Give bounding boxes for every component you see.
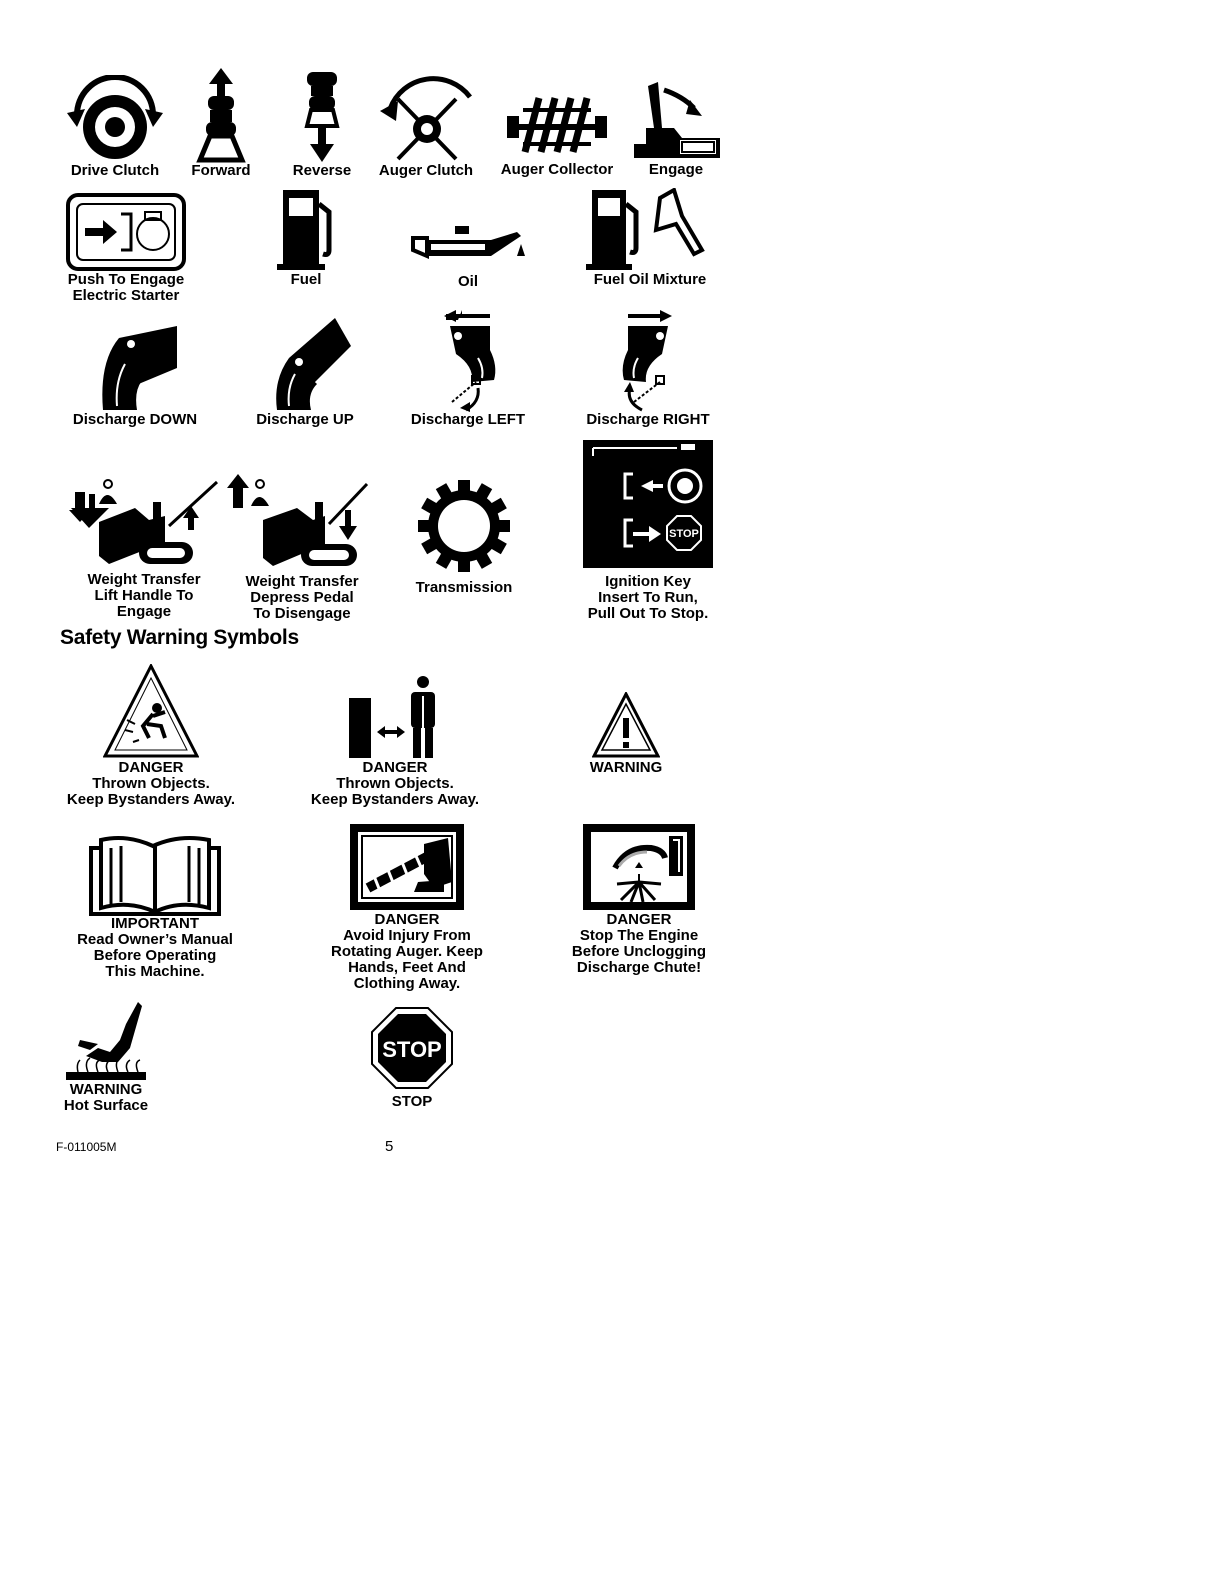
fuel-oil-mixture-icon — [584, 188, 716, 272]
symbol-ignition-key — [578, 438, 718, 622]
symbol-weight-transfer-depress — [212, 470, 392, 622]
engage-lever-icon — [628, 78, 724, 162]
discharge-left-label: Discharge LEFT — [410, 411, 526, 428]
danger-auger-label: DANGER Avoid Injury From Rotating Auger. Keep Hands, Feet And Clothing Away. — [331, 911, 483, 992]
transmission-label: Transmission — [415, 579, 513, 596]
discharge-down-icon — [85, 318, 185, 412]
transmission-gear-icon — [418, 480, 510, 572]
danger-thrown-2-label: DANGER Thrown Objects. Keep Bystanders Away. — [310, 759, 480, 808]
symbol-discharge-down — [60, 318, 210, 428]
symbol-discharge-right — [578, 310, 718, 428]
stop-sign-icon — [370, 1006, 454, 1090]
ignition-key-icon — [581, 438, 715, 570]
danger-chute-label: DANGER Stop The Engine Before Unclogging Discharge Chute! — [571, 911, 707, 976]
thrown-objects-triangle-icon — [103, 664, 199, 760]
symbol-auger-clutch — [372, 75, 480, 179]
symbol-danger-thrown-2 — [300, 676, 490, 808]
fuel-label: Fuel — [290, 271, 322, 288]
discharge-chute-icon — [581, 822, 697, 912]
reverse-label: Reverse — [292, 162, 352, 179]
weight-transfer-lift-label: Weight Transfer Lift Handle To Engage — [87, 571, 201, 620]
symbol-important-manual — [64, 834, 246, 980]
auger-collector-icon — [505, 90, 609, 162]
symbol-stop — [366, 1006, 458, 1110]
symbol-auger-collector — [494, 90, 620, 178]
engage-label: Engage — [648, 161, 704, 178]
weight-transfer-depress-label: Weight Transfer Depress Pedal To Disengage — [245, 573, 359, 622]
oil-label: Oil — [457, 273, 478, 290]
auger-clutch-icon — [376, 75, 476, 163]
symbol-forward — [186, 68, 256, 179]
important-manual-label: IMPORTANT Read Owner’s Manual Before Operating This Machine. — [77, 915, 233, 980]
drive-clutch-label: Drive Clutch — [70, 162, 160, 179]
hot-surface-label: WARNING Hot Surface — [63, 1081, 149, 1114]
symbol-fuel-oil-mixture — [582, 188, 718, 288]
symbol-danger-chute — [556, 822, 722, 976]
rotating-auger-icon — [348, 822, 466, 912]
owners-manual-icon — [89, 834, 221, 916]
auger-collector-label: Auger Collector — [500, 161, 614, 178]
discharge-right-icon — [598, 310, 698, 412]
push-to-engage-label: Push To Engage Electric Starter — [67, 271, 185, 304]
symbol-discharge-up — [246, 318, 364, 428]
warning-triangle-icon — [592, 692, 660, 760]
document-code: F-011005M — [56, 1140, 117, 1154]
symbol-engage — [624, 78, 728, 178]
forward-label: Forward — [191, 162, 251, 179]
discharge-left-icon — [418, 310, 518, 412]
stop-sign-text: STOP — [382, 1037, 442, 1062]
symbol-weight-transfer-lift — [56, 472, 232, 620]
symbol-drive-clutch — [60, 75, 170, 179]
symbol-transmission — [402, 480, 526, 596]
weight-transfer-depress-icon — [227, 470, 377, 574]
ignition-key-label: Ignition Key Insert To Run, Pull Out To Stop. — [587, 573, 709, 622]
forward-arrow-icon — [196, 68, 246, 163]
discharge-right-label: Discharge RIGHT — [586, 411, 710, 428]
danger-thrown-1-label: DANGER Thrown Objects. Keep Bystanders Away. — [66, 759, 236, 808]
oil-can-icon — [409, 222, 527, 274]
discharge-up-label: Discharge UP — [256, 411, 354, 428]
discharge-down-label: Discharge DOWN — [72, 411, 198, 428]
symbol-danger-thrown-1 — [58, 664, 244, 808]
fuel-pump-icon — [273, 188, 339, 272]
auger-clutch-label: Auger Clutch — [378, 162, 474, 179]
symbol-fuel — [266, 188, 346, 288]
symbol-push-to-engage — [58, 192, 194, 304]
fuel-oil-mixture-label: Fuel Oil Mixture — [593, 271, 707, 288]
symbol-discharge-left — [402, 310, 534, 428]
drive-clutch-icon — [65, 75, 165, 163]
bystander-distance-icon — [345, 676, 445, 760]
discharge-up-icon — [255, 318, 355, 412]
electric-starter-icon — [65, 192, 187, 272]
weight-transfer-lift-icon — [69, 472, 219, 572]
symbol-danger-auger — [318, 822, 496, 992]
ignition-stop-text: STOP — [669, 528, 699, 540]
reverse-arrow-icon — [297, 70, 347, 163]
warning-label: WARNING — [589, 759, 663, 776]
symbol-oil — [406, 222, 530, 290]
safety-warning-heading: Safety Warning Symbols — [60, 626, 299, 649]
stop-label: STOP — [391, 1093, 433, 1110]
hot-surface-icon — [64, 1000, 148, 1082]
symbol-warning — [576, 692, 676, 776]
symbol-hot-surface — [56, 1000, 156, 1114]
page-number: 5 — [385, 1138, 394, 1155]
symbol-reverse — [286, 70, 358, 179]
